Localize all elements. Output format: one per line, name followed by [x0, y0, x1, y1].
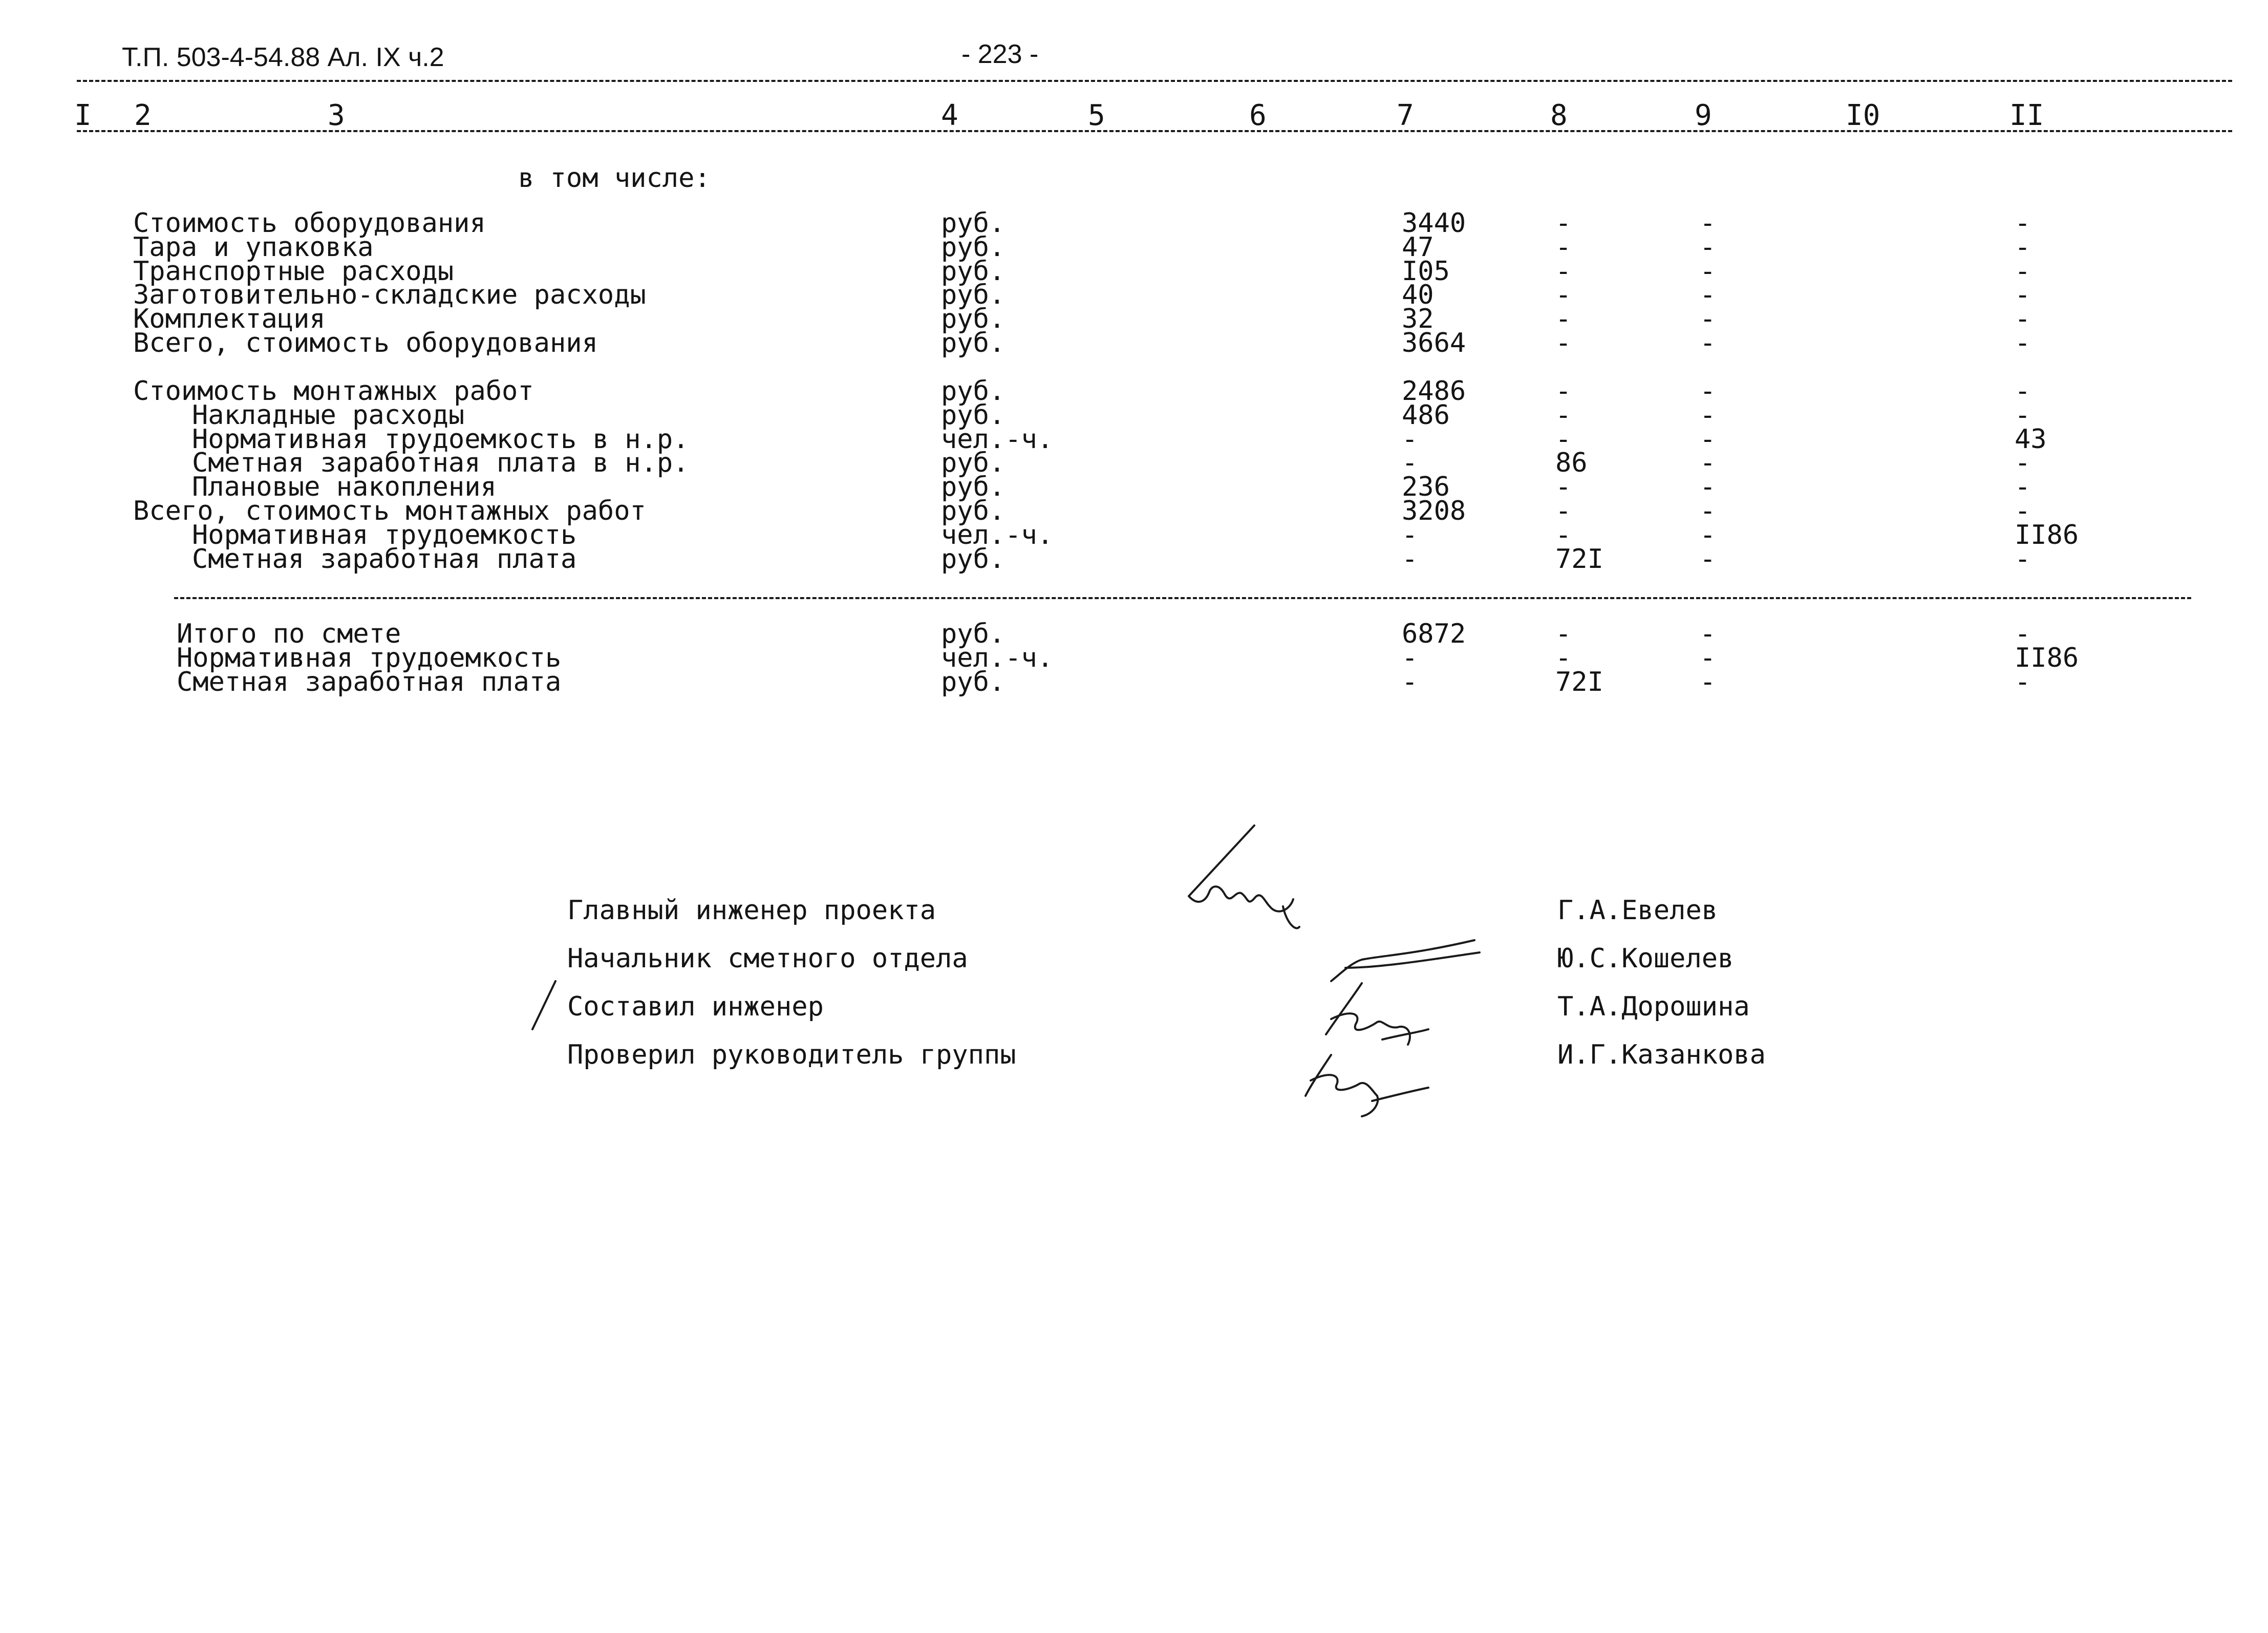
cell-col-7: -: [1402, 543, 1418, 575]
column-number: 8: [1550, 99, 1568, 132]
row-unit: руб.: [941, 231, 1005, 263]
cell-col-9: -: [1700, 376, 1716, 407]
cell-col-11: -: [2015, 328, 2031, 358]
cell-col-7: 3440: [1402, 208, 1466, 239]
row-unit: руб.: [941, 208, 1005, 239]
cell-col-9: -: [1700, 208, 1716, 239]
cell-col-9: -: [1700, 328, 1716, 358]
cell-col-11: -: [2015, 208, 2031, 239]
cell-col-8: 86: [1555, 448, 1588, 479]
row-unit: руб.: [941, 619, 1005, 649]
row-unit: руб.: [941, 256, 1005, 287]
cell-col-11: -: [2015, 304, 2031, 335]
cell-col-11: II86: [2015, 642, 2079, 673]
cell-col-8: -: [1555, 472, 1572, 503]
cell-col-8: -: [1555, 496, 1572, 526]
cell-col-9: -: [1700, 399, 1716, 431]
cell-col-9: -: [1700, 543, 1716, 575]
row-unit: чел.-ч.: [941, 423, 1054, 455]
cell-col-11: -: [2015, 376, 2031, 407]
cell-col-8: -: [1555, 256, 1572, 287]
row-label: Всего, стоимость оборудования: [133, 328, 598, 358]
row-unit: чел.-ч.: [941, 642, 1054, 673]
subheading: в том числе:: [518, 163, 711, 194]
cell-col-11: -: [2015, 448, 2031, 479]
row-label: Итого по смете: [177, 619, 401, 649]
row-unit: руб.: [941, 399, 1005, 431]
cell-col-9: -: [1700, 519, 1716, 550]
cell-col-11: -: [2015, 543, 2031, 575]
column-number: 7: [1397, 99, 1414, 132]
cell-col-7: 486: [1402, 399, 1450, 431]
row-unit: руб.: [941, 376, 1005, 407]
signatory-role: Начальник сметного отдела: [567, 943, 968, 974]
cell-col-7: -: [1402, 448, 1418, 479]
cell-col-8: 72I: [1555, 666, 1603, 697]
cell-col-8: -: [1555, 304, 1572, 335]
cell-col-11: -: [2015, 496, 2031, 526]
column-number: II: [2009, 99, 2044, 132]
signatory-name: Ю.С.Кошелев: [1557, 943, 1734, 974]
row-unit: руб.: [941, 304, 1005, 335]
cell-col-9: -: [1700, 256, 1716, 287]
cell-col-7: I05: [1402, 256, 1450, 287]
column-number: 6: [1249, 99, 1267, 132]
cell-col-9: -: [1700, 280, 1716, 311]
cell-col-11: -: [2015, 472, 2031, 503]
cell-col-8: -: [1555, 642, 1572, 673]
cell-col-8: -: [1555, 231, 1572, 263]
row-label: Плановые накопления: [192, 472, 497, 503]
row-unit: чел.-ч.: [941, 519, 1054, 550]
cell-col-9: -: [1700, 642, 1716, 673]
cell-col-11: II86: [2015, 519, 2079, 550]
cell-col-9: -: [1700, 496, 1716, 526]
cell-col-7: 40: [1402, 280, 1434, 311]
row-label: Заготовительно-складские расходы: [133, 280, 646, 311]
cell-col-7: 32: [1402, 304, 1434, 335]
column-number: 9: [1695, 99, 1712, 132]
cell-col-8: -: [1555, 208, 1572, 239]
cell-col-8: 72I: [1555, 543, 1603, 575]
cell-col-9: -: [1700, 448, 1716, 479]
cell-col-9: -: [1700, 423, 1716, 455]
column-number: 5: [1088, 99, 1105, 132]
cell-col-9: -: [1700, 304, 1716, 335]
column-number: 2: [134, 99, 152, 132]
row-label: Сметная заработная плата: [177, 666, 562, 697]
cell-col-11: -: [2015, 231, 2031, 263]
cell-col-9: -: [1700, 472, 1716, 503]
cell-col-8: -: [1555, 328, 1572, 358]
document-reference: Т.П. 503-4-54.88 Ал. IX ч.2: [122, 43, 444, 72]
signatory-name: Т.А.Дорошина: [1557, 991, 1750, 1022]
signatory-name: И.Г.Казанкова: [1557, 1040, 1766, 1070]
cell-col-7: -: [1402, 666, 1418, 697]
cell-col-11: -: [2015, 666, 2031, 697]
cell-col-7: -: [1402, 519, 1418, 550]
cell-col-7: -: [1402, 642, 1418, 673]
cell-col-11: 43: [2015, 423, 2047, 455]
cell-col-7: 47: [1402, 231, 1434, 263]
signatory-role: Главный инженер проекта: [567, 895, 936, 926]
page-number: - 223 -: [961, 39, 1039, 69]
row-label: Тара и упаковка: [133, 231, 374, 263]
row-label: Накладные расходы: [192, 399, 465, 431]
column-number: I0: [1846, 99, 1880, 132]
row-unit: руб.: [941, 666, 1005, 697]
cell-col-11: -: [2015, 280, 2031, 311]
row-label: Транспортные расходы: [133, 256, 454, 287]
row-label: Стоимость монтажных работ: [133, 376, 534, 407]
cell-col-7: 3664: [1402, 328, 1466, 358]
row-unit: руб.: [941, 496, 1005, 526]
row-label: Всего, стоимость монтажных работ: [133, 496, 646, 526]
row-unit: руб.: [941, 543, 1005, 575]
row-unit: руб.: [941, 448, 1005, 479]
cell-col-9: -: [1700, 231, 1716, 263]
signatory-role: Составил инженер: [567, 991, 824, 1022]
row-unit: руб.: [941, 472, 1005, 503]
cell-col-11: -: [2015, 399, 2031, 431]
cell-col-8: -: [1555, 519, 1572, 550]
cell-col-11: -: [2015, 619, 2031, 649]
row-label: Нормативная трудоемкость: [177, 642, 562, 673]
cell-col-8: -: [1555, 280, 1572, 311]
column-number: 3: [328, 99, 345, 132]
cell-col-8: -: [1555, 423, 1572, 455]
cell-col-8: -: [1555, 399, 1572, 431]
cell-col-7: 2486: [1402, 376, 1466, 407]
row-label: Комплектация: [133, 304, 326, 335]
column-number: I: [74, 99, 92, 132]
signatory-role: Проверил руководитель группы: [567, 1040, 1016, 1070]
column-number: 4: [941, 99, 958, 132]
row-unit: руб.: [941, 328, 1005, 358]
cell-col-8: -: [1555, 376, 1572, 407]
cell-col-7: 6872: [1402, 619, 1466, 649]
cell-col-7: -: [1402, 423, 1418, 455]
cell-col-9: -: [1700, 619, 1716, 649]
signatory-name: Г.А.Евелев: [1557, 895, 1718, 926]
row-label: Нормативная трудоемкость в н.р.: [192, 423, 689, 455]
cell-col-7: 236: [1402, 472, 1450, 503]
row-label: Нормативная трудоемкость: [192, 519, 577, 550]
row-unit: руб.: [941, 280, 1005, 311]
row-label: Сметная заработная плата: [192, 543, 577, 575]
cell-col-8: -: [1555, 619, 1572, 649]
row-label: Стоимость оборудования: [133, 208, 486, 239]
cell-col-7: 3208: [1402, 496, 1466, 526]
row-label: Сметная заработная плата в н.р.: [192, 448, 689, 479]
cell-col-9: -: [1700, 666, 1716, 697]
cell-col-11: -: [2015, 256, 2031, 287]
